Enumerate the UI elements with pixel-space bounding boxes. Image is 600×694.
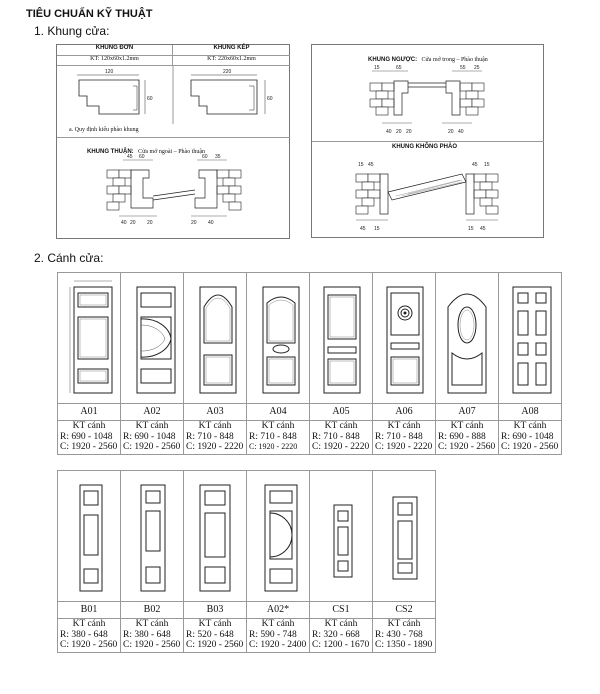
dim-kp-4: 15 bbox=[484, 162, 490, 168]
door-a04-cell bbox=[247, 273, 310, 404]
door-a05-cell bbox=[310, 273, 373, 404]
frame-nguoc-title: KHUNG NGƯỢC: bbox=[368, 57, 418, 63]
doors-row1-codes bbox=[58, 404, 562, 421]
door-a06-cell bbox=[373, 273, 436, 404]
door-cs1-drawing bbox=[310, 471, 372, 601]
door-a04-code: A04 bbox=[247, 404, 310, 421]
dim-nguoc-2: 65 bbox=[396, 65, 402, 71]
dim-thuan-8: 20 bbox=[191, 220, 197, 226]
door-a07-kt: KT cánh bbox=[450, 421, 484, 431]
dim-kp-5: 45 bbox=[360, 226, 366, 232]
door-b03-code: B03 bbox=[184, 602, 247, 619]
door-a03-kt: KT cánh bbox=[198, 421, 232, 431]
door-a03-r: R: 710 - 848 bbox=[186, 431, 234, 442]
door-a06-c: C: 1920 - 2220 bbox=[375, 442, 433, 452]
door-a06-code: A06 bbox=[373, 404, 436, 421]
door-cs1-c: C: 1200 - 1670 bbox=[312, 640, 370, 650]
dim-kp-7: 15 bbox=[468, 226, 474, 232]
door-a03-c: C: 1920 - 2220 bbox=[186, 442, 244, 452]
dim-kp-3: 45 bbox=[472, 162, 478, 168]
dim-thuan-1: 45 bbox=[127, 154, 133, 160]
section-doors-heading: 2. Cánh cửa: bbox=[34, 251, 104, 265]
door-cs2-code: CS2 bbox=[373, 602, 436, 619]
door-a02star-r: R: 590 - 748 bbox=[249, 629, 297, 640]
frame-don-title: KHUNG ĐƠN bbox=[57, 45, 173, 56]
door-a04-drawing bbox=[247, 273, 309, 403]
door-a02-code: A02 bbox=[121, 404, 184, 421]
doors-row2-codes bbox=[58, 602, 436, 619]
door-a05-drawing bbox=[310, 273, 372, 403]
door-a03-cell bbox=[184, 273, 247, 404]
door-b03-r: R: 520 - 648 bbox=[186, 629, 234, 640]
door-a02star-kt: KT cánh bbox=[261, 619, 295, 629]
door-a04-info bbox=[247, 421, 310, 455]
door-b02-info bbox=[121, 619, 184, 653]
door-a02-info bbox=[121, 421, 184, 455]
door-a02-r: R: 690 - 1048 bbox=[123, 431, 176, 442]
door-a08-kt: KT cánh bbox=[513, 421, 547, 431]
door-a08-code: A08 bbox=[499, 404, 562, 421]
door-b02-kt: KT cánh bbox=[135, 619, 169, 629]
door-a03-info bbox=[184, 421, 247, 455]
frame-panel-left bbox=[56, 44, 290, 239]
door-a01-c: C: 1920 - 2560 bbox=[60, 442, 118, 452]
door-a02star-c: C: 1920 - 2400 bbox=[249, 640, 307, 650]
door-cs1-info bbox=[310, 619, 373, 653]
dim-kp-1: 15 bbox=[358, 162, 364, 168]
door-cs1-kt: KT cánh bbox=[324, 619, 358, 629]
door-cs1-r: R: 320 - 668 bbox=[312, 629, 360, 640]
dim-thuan-6: 20 bbox=[130, 220, 136, 226]
door-b01-r: R: 380 - 648 bbox=[60, 629, 108, 640]
dim-nguoc-1: 15 bbox=[374, 65, 380, 71]
door-a05-kt: KT cánh bbox=[324, 421, 358, 431]
door-a01-cell bbox=[58, 273, 121, 404]
door-a01-code: A01 bbox=[58, 404, 121, 421]
frame-don-kt: KT: 120x60x1.2mm bbox=[57, 56, 173, 66]
door-a02-cell bbox=[121, 273, 184, 404]
door-cs1-code: CS1 bbox=[310, 602, 373, 619]
door-cs2-cell bbox=[373, 471, 436, 602]
dim-kp-2: 45 bbox=[368, 162, 374, 168]
dim-nguoc-5: 40 bbox=[386, 129, 392, 135]
doors-row2-images bbox=[58, 471, 436, 602]
door-a07-cell bbox=[436, 273, 499, 404]
door-a07-info bbox=[436, 421, 499, 455]
frame-nguoc-drawing bbox=[312, 59, 544, 141]
page-title: TIÊU CHUẨN KỸ THUẬT bbox=[26, 8, 153, 20]
door-a08-info bbox=[499, 421, 562, 455]
frame-thuan-drawing bbox=[57, 150, 290, 238]
dim-nguoc-9: 40 bbox=[458, 129, 464, 135]
door-b03-cell bbox=[184, 471, 247, 602]
door-a04-c: C: 1920 - 2220 bbox=[249, 442, 298, 451]
door-a02star-code: A02* bbox=[247, 602, 310, 619]
door-b03-info bbox=[184, 619, 247, 653]
frame-profiles-drawing bbox=[57, 66, 290, 124]
dim-thuan-2: 60 bbox=[139, 154, 145, 160]
door-a04-r: R: 710 - 848 bbox=[249, 431, 297, 442]
frame-nguoc-sub: Cửa mở trong – Phào thuận bbox=[421, 57, 488, 63]
door-a02star-info bbox=[247, 619, 310, 653]
doors-row2-info bbox=[58, 619, 436, 653]
doors-row1-images bbox=[58, 273, 562, 404]
dim-thuan-4: 35 bbox=[215, 154, 221, 160]
frame-khongphao-box bbox=[312, 141, 544, 238]
door-b03-kt: KT cánh bbox=[198, 619, 232, 629]
dim-nguoc-3: 55 bbox=[460, 65, 466, 71]
door-b01-drawing bbox=[58, 471, 120, 601]
frame-kep-title: KHUNG KÉP bbox=[173, 45, 290, 56]
dim-nguoc-7: 20 bbox=[406, 129, 412, 135]
frame-don-dim-height: 60 bbox=[147, 96, 153, 102]
dim-thuan-9: 40 bbox=[208, 220, 214, 226]
door-a05-code: A05 bbox=[310, 404, 373, 421]
door-a06-r: R: 710 - 848 bbox=[375, 431, 423, 442]
door-b03-c: C: 1920 - 2560 bbox=[186, 640, 244, 650]
frame-kep-kt: KT: 220x60x1.2mm bbox=[173, 56, 290, 66]
door-b02-drawing bbox=[121, 471, 183, 601]
dim-nguoc-4: 25 bbox=[474, 65, 480, 71]
frame-note: a. Quy định kiểu phào khung bbox=[69, 127, 139, 133]
door-a05-c: C: 1920 - 2220 bbox=[312, 442, 370, 452]
door-cs2-c: C: 1350 - 1890 bbox=[375, 640, 433, 650]
door-b01-kt: KT cánh bbox=[72, 619, 106, 629]
door-a04-kt: KT cánh bbox=[261, 421, 295, 431]
door-a01-r: R: 690 - 1048 bbox=[60, 431, 113, 442]
door-b02-cell bbox=[121, 471, 184, 602]
frame-kep-dim-width: 220 bbox=[223, 69, 232, 75]
door-a01-info bbox=[58, 421, 121, 455]
dim-thuan-7: 20 bbox=[147, 220, 153, 226]
door-a08-c: C: 1920 - 2560 bbox=[501, 442, 559, 452]
dim-nguoc-6: 20 bbox=[396, 129, 402, 135]
door-a02-drawing bbox=[121, 273, 183, 403]
frame-khongphao-title: KHUNG KHÔNG PHÀO bbox=[392, 144, 458, 150]
dim-nguoc-8: 20 bbox=[448, 129, 454, 135]
door-a03-drawing bbox=[184, 273, 246, 403]
doors-table-row2 bbox=[57, 470, 436, 653]
frame-panel-right bbox=[311, 44, 544, 238]
door-cs2-drawing bbox=[373, 471, 435, 601]
frame-thuan-sub: Cửa mở ngoài – Phào thuận bbox=[138, 149, 206, 155]
door-cs2-kt: KT cánh bbox=[387, 619, 421, 629]
door-a05-r: R: 710 - 848 bbox=[312, 431, 360, 442]
door-b03-drawing bbox=[184, 471, 246, 601]
doors-table-row1 bbox=[57, 272, 562, 455]
frame-don-dim-width: 120 bbox=[105, 69, 114, 75]
door-a02-kt: KT cánh bbox=[135, 421, 169, 431]
frame-thuan-box bbox=[57, 137, 290, 239]
door-cs2-r: R: 430 - 768 bbox=[375, 629, 423, 640]
dim-kp-6: 15 bbox=[374, 226, 380, 232]
door-cs2-info bbox=[373, 619, 436, 653]
section-frames-heading: 1. Khung cửa: bbox=[34, 24, 110, 38]
door-b02-c: C: 1920 - 2560 bbox=[123, 640, 181, 650]
door-b02-r: R: 380 - 648 bbox=[123, 629, 171, 640]
door-b01-cell bbox=[58, 471, 121, 602]
door-cs1-cell bbox=[310, 471, 373, 602]
door-a01-drawing bbox=[58, 273, 120, 403]
door-a07-code: A07 bbox=[436, 404, 499, 421]
door-b01-code: B01 bbox=[58, 602, 121, 619]
door-a07-drawing bbox=[436, 273, 498, 403]
doors-row1-info bbox=[58, 421, 562, 455]
door-a02star-cell bbox=[247, 471, 310, 602]
dim-thuan-5: 40 bbox=[121, 220, 127, 226]
frame-kep-dim-height: 60 bbox=[267, 96, 273, 102]
door-b02-code: B02 bbox=[121, 602, 184, 619]
door-a07-r: R: 690 - 888 bbox=[438, 431, 486, 442]
door-a01-kt: KT cánh bbox=[72, 421, 106, 431]
door-a08-cell bbox=[499, 273, 562, 404]
door-a02star-drawing bbox=[247, 471, 309, 601]
door-b01-info bbox=[58, 619, 121, 653]
door-a06-drawing bbox=[373, 273, 435, 403]
door-a02-c: C: 1920 - 2560 bbox=[123, 442, 181, 452]
door-a06-info bbox=[373, 421, 436, 455]
frame-thuan-title: KHUNG THUẬN: bbox=[87, 149, 134, 155]
door-a07-c: C: 1920 - 2560 bbox=[438, 442, 496, 452]
frame-khongphao-drawing bbox=[312, 152, 544, 238]
door-a06-kt: KT cánh bbox=[387, 421, 421, 431]
door-a03-code: A03 bbox=[184, 404, 247, 421]
door-a08-r: R: 690 - 1048 bbox=[501, 431, 554, 442]
door-b01-c: C: 1920 - 2560 bbox=[60, 640, 118, 650]
dim-kp-8: 45 bbox=[480, 226, 486, 232]
door-a08-drawing bbox=[499, 273, 561, 403]
door-a05-info bbox=[310, 421, 373, 455]
dim-thuan-3: 60 bbox=[202, 154, 208, 160]
